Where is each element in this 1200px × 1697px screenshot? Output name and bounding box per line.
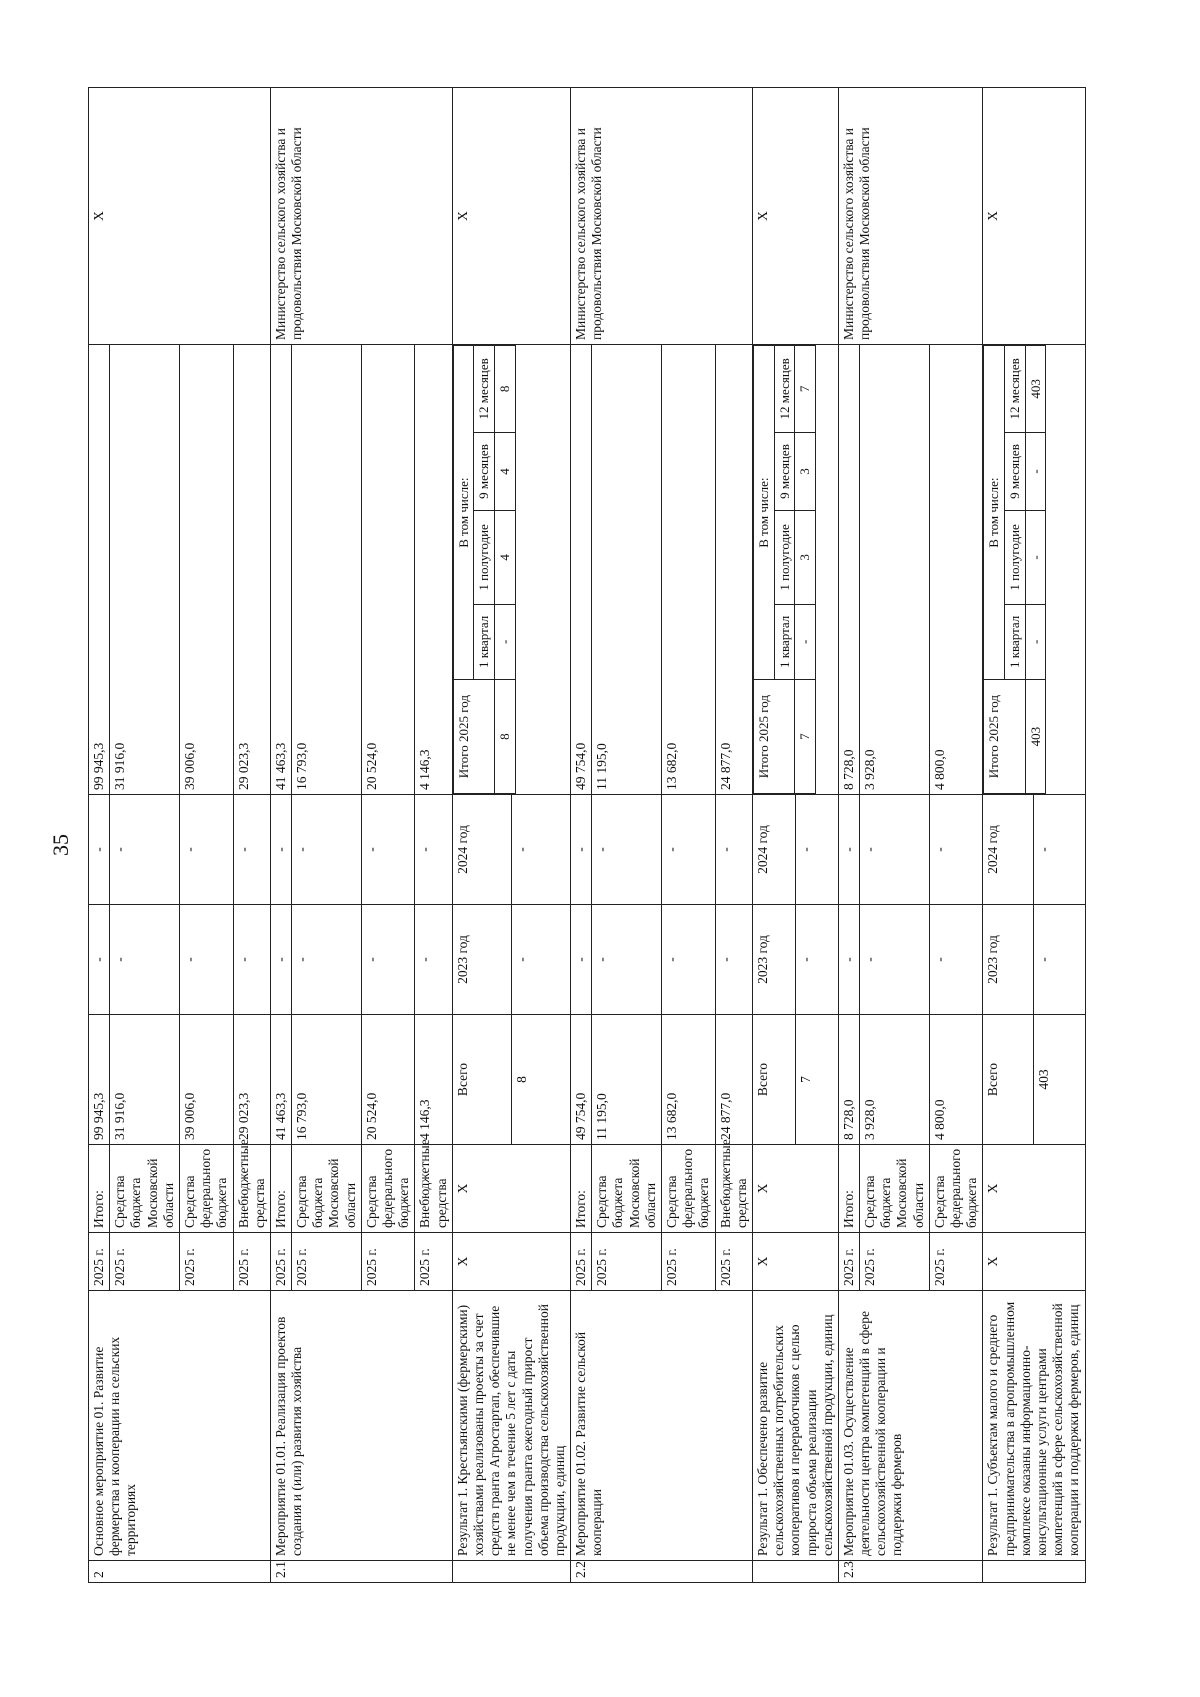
header-12m: 12 месяцев (774, 346, 795, 433)
year-cell: 2025 г. (715, 1233, 752, 1291)
header-9m: 9 месяцев (774, 432, 795, 511)
amount-2023: - (292, 905, 362, 1015)
year-cell: 2025 г. (929, 1233, 983, 1291)
value-h1: - (1025, 511, 1046, 604)
value-itogo-2025: 403 (1025, 680, 1046, 794)
result-name: Результат 1. Крестьянскими (фермерскими) хозяйствами реализованы проекты за счет средств гранта Агростартап, обеспечившие не менее чем в течение 5 лет с даты получения гранта ежегодный прирост объема производства сельскохозяйственной продукции, единиц (452, 1291, 570, 1561)
header-2024: 2024 год (452, 795, 511, 905)
total-amount: 4 800,0 (929, 1015, 983, 1145)
funding-source: X (752, 1145, 838, 1233)
amount-2023: - (415, 905, 452, 1015)
value-12m: 7 (795, 346, 816, 433)
year-cell: 2025 г. (838, 1233, 859, 1291)
value-2023: - (511, 905, 570, 1015)
amount-2025: 99 945,3 (89, 345, 110, 795)
row-number: 2.3 (838, 1561, 983, 1583)
amount-2025: 4 800,0 (929, 345, 983, 795)
total-amount: 24 877,0 (715, 1015, 752, 1145)
header-12m: 12 месяцев (474, 346, 495, 433)
value-2024: - (511, 795, 570, 905)
amount-2025: 29 023,3 (233, 345, 270, 795)
amount-2025: 39 006,0 (179, 345, 233, 795)
amount-2024: - (662, 795, 716, 905)
table-row (571, 88, 592, 1583)
amount-2024: - (361, 795, 415, 905)
row-name: Мероприятие 01.01. Реализация проектов создания и (или) развития хозяйства (270, 1291, 452, 1561)
responsible-executor: X (89, 88, 271, 345)
breakdown-table (753, 345, 816, 794)
amount-2025: 11 195,0 (592, 345, 662, 795)
amount-2025: 20 524,0 (361, 345, 415, 795)
header-itogo-2025: Итого 2025 год (753, 680, 794, 794)
total-amount: 3 928,0 (860, 1015, 930, 1145)
funding-source: Средства бюджета Московской области (860, 1145, 930, 1233)
amount-2024: - (415, 795, 452, 905)
table-row (270, 88, 291, 1583)
value-h1: 4 (494, 511, 515, 604)
header-q1: 1 квартал (1004, 604, 1025, 680)
amount-2023: - (179, 905, 233, 1015)
value-9m: - (1025, 432, 1046, 511)
value-9m: 4 (494, 432, 515, 511)
amount-2025: 24 877,0 (715, 345, 752, 795)
amount-2023: - (662, 905, 716, 1015)
header-q1: 1 квартал (474, 604, 495, 680)
year-cell: 2025 г. (270, 1233, 291, 1291)
total-amount: 99 945,3 (89, 1015, 110, 1145)
year-cell: X (452, 1233, 570, 1291)
table-row (89, 88, 110, 1583)
row-name: Основное мероприятие 01. Развитие фермерства и кооперации на сельских территориях (89, 1291, 271, 1561)
funding-source: Внебюджетные средства (415, 1145, 452, 1233)
result-name: Результат 1. Обеспечено развитие сельскохозяйственных потребительских кооперативов и переработчиков с целью прироста объема реализации сельскохозяйственной продукции, единиц (752, 1291, 838, 1561)
header-including: В том числе: (753, 346, 774, 680)
row-name: Мероприятие 01.03. Осуществление деятельности центра компетенций в сфере сельскохозяйственной кооперации и поддержки фермеров (838, 1291, 983, 1561)
header-including: В том числе: (984, 346, 1005, 680)
amount-2025: 8 728,0 (838, 345, 859, 795)
header-vsego: Всего (752, 1015, 795, 1145)
value-h1: 3 (795, 511, 816, 604)
responsible-executor: Министерство сельского хозяйства и продовольствия Московской области (270, 88, 452, 345)
amount-2025: 41 463,3 (270, 345, 291, 795)
year-cell: 2025 г. (361, 1233, 415, 1291)
total-amount: 41 463,3 (270, 1015, 291, 1145)
year-cell: 2025 г. (110, 1233, 180, 1291)
header-vsego: Всего (983, 1015, 1034, 1145)
header-vsego: Всего (452, 1015, 511, 1145)
result-breakdown (983, 345, 1085, 795)
amount-2023: - (233, 905, 270, 1015)
header-2023: 2023 год (752, 905, 795, 1015)
year-cell: 2025 г. (415, 1233, 452, 1291)
value-total: 7 (795, 1015, 838, 1145)
header-itogo-2025: Итого 2025 год (984, 680, 1025, 794)
total-amount: 11 195,0 (592, 1015, 662, 1145)
amount-2023: - (89, 905, 110, 1015)
amount-2024: - (715, 795, 752, 905)
amount-2023: - (715, 905, 752, 1015)
total-amount: 31 916,0 (110, 1015, 180, 1145)
result-breakdown (752, 345, 838, 795)
amount-2024: - (179, 795, 233, 905)
header-2024: 2024 год (752, 795, 795, 905)
header-2024: 2024 год (983, 795, 1034, 905)
value-q1: - (494, 604, 515, 680)
header-9m: 9 месяцев (474, 432, 495, 511)
value-2024: - (1034, 795, 1085, 905)
total-amount: 13 682,0 (662, 1015, 716, 1145)
responsible-executor: X (983, 88, 1085, 345)
row-name: Мероприятие 01.02. Развитие сельской кооперации (571, 1291, 753, 1561)
header-q1: 1 квартал (774, 604, 795, 680)
funding-source: Средства федерального бюджета (929, 1145, 983, 1233)
result-breakdown (452, 345, 570, 795)
header-12m: 12 месяцев (1004, 346, 1025, 433)
funding-source: Средства бюджета Московской области (110, 1145, 180, 1233)
value-9m: 3 (795, 432, 816, 511)
total-amount: 16 793,0 (292, 1015, 362, 1145)
row-number: 2.2 (571, 1561, 753, 1583)
funding-source: Средства федерального бюджета (361, 1145, 415, 1233)
value-q1: - (1025, 604, 1046, 680)
funding-source: Средства бюджета Московской области (592, 1145, 662, 1233)
program-table (88, 87, 1086, 1583)
responsible-executor: X (752, 88, 838, 345)
amount-2023: - (110, 905, 180, 1015)
year-cell: 2025 г. (233, 1233, 270, 1291)
header-including: В том числе: (453, 346, 474, 680)
row-number (452, 1561, 570, 1583)
amount-2023: - (571, 905, 592, 1015)
header-2023: 2023 год (452, 905, 511, 1015)
amount-2025: 13 682,0 (662, 345, 716, 795)
responsible-executor: Министерство сельского хозяйства и продовольствия Московской области (571, 88, 753, 345)
amount-2023: - (270, 905, 291, 1015)
year-cell: 2025 г. (292, 1233, 362, 1291)
amount-2025: 49 754,0 (571, 345, 592, 795)
amount-2024: - (110, 795, 180, 905)
year-cell: X (752, 1233, 838, 1291)
amount-2025: 3 928,0 (860, 345, 930, 795)
value-total: 8 (511, 1015, 570, 1145)
amount-2024: - (571, 795, 592, 905)
breakdown-table (453, 345, 516, 794)
value-itogo-2025: 7 (795, 680, 816, 794)
amount-2024: - (860, 795, 930, 905)
year-cell: 2025 г. (571, 1233, 592, 1291)
result-row (452, 88, 511, 1583)
table-row (838, 88, 859, 1583)
value-2023: - (1034, 905, 1085, 1015)
value-q1: - (795, 604, 816, 680)
total-amount: 49 754,0 (571, 1015, 592, 1145)
total-amount: 29 023,3 (233, 1015, 270, 1145)
header-2023: 2023 год (983, 905, 1034, 1015)
value-12m: 8 (494, 346, 515, 433)
amount-2025: 16 793,0 (292, 345, 362, 795)
funding-source: Итого: (270, 1145, 291, 1233)
value-itogo-2025: 8 (494, 680, 515, 794)
row-number: 2.1 (270, 1561, 452, 1583)
row-number: 2 (89, 1561, 271, 1583)
result-name: Результат 1. Субъектам малого и среднего предпринимательства в агропромышленном комплексе оказаны информационно-консультационные услуги центрами компетенций в сфере сельскохозяйственной кооперации и поддержки фермеров, единиц (983, 1291, 1085, 1561)
total-amount: 39 006,0 (179, 1015, 233, 1145)
funding-source: Внебюджетные средства (233, 1145, 270, 1233)
funding-source: Итого: (571, 1145, 592, 1233)
amount-2024: - (270, 795, 291, 905)
value-2023: - (795, 905, 838, 1015)
rotated-table-wrapper (88, 88, 1082, 1583)
total-amount: 8 728,0 (838, 1015, 859, 1145)
funding-source: X (452, 1145, 570, 1233)
funding-source: Средства федерального бюджета (662, 1145, 716, 1233)
header-itogo-2025: Итого 2025 год (453, 680, 494, 794)
amount-2023: - (929, 905, 983, 1015)
result-row (983, 88, 1034, 1583)
header-9m: 9 месяцев (1004, 432, 1025, 511)
funding-source: Средства бюджета Московской области (292, 1145, 362, 1233)
funding-source: Итого: (89, 1145, 110, 1233)
funding-source: X (983, 1145, 1085, 1233)
result-row (752, 88, 795, 1583)
header-h1: 1 полугодие (774, 511, 795, 604)
responsible-executor: Министерство сельского хозяйства и продовольствия Московской области (838, 88, 983, 345)
page-number: 35 (48, 834, 73, 856)
amount-2023: - (860, 905, 930, 1015)
amount-2024: - (838, 795, 859, 905)
amount-2023: - (592, 905, 662, 1015)
amount-2024: - (89, 795, 110, 905)
year-cell: 2025 г. (662, 1233, 716, 1291)
funding-source: Итого: (838, 1145, 859, 1233)
value-total: 403 (1034, 1015, 1085, 1145)
amount-2024: - (233, 795, 270, 905)
breakdown-table (983, 345, 1046, 794)
row-number (983, 1561, 1085, 1583)
year-cell: 2025 г. (89, 1233, 110, 1291)
amount-2024: - (292, 795, 362, 905)
year-cell: 2025 г. (592, 1233, 662, 1291)
amount-2023: - (361, 905, 415, 1015)
responsible-executor: X (452, 88, 570, 345)
amount-2024: - (592, 795, 662, 905)
total-amount: 4 146,3 (415, 1015, 452, 1145)
amount-2024: - (929, 795, 983, 905)
year-cell: 2025 г. (179, 1233, 233, 1291)
year-cell: 2025 г. (860, 1233, 930, 1291)
row-number (752, 1561, 838, 1583)
total-amount: 20 524,0 (361, 1015, 415, 1145)
value-12m: 403 (1025, 346, 1046, 433)
amount-2023: - (838, 905, 859, 1015)
header-h1: 1 полугодие (474, 511, 495, 604)
value-2024: - (795, 795, 838, 905)
amount-2025: 31 916,0 (110, 345, 180, 795)
funding-source: Внебюджетные средства (715, 1145, 752, 1233)
year-cell: X (983, 1233, 1085, 1291)
funding-source: Средства федерального бюджета (179, 1145, 233, 1233)
amount-2025: 4 146,3 (415, 345, 452, 795)
header-h1: 1 полугодие (1004, 511, 1025, 604)
